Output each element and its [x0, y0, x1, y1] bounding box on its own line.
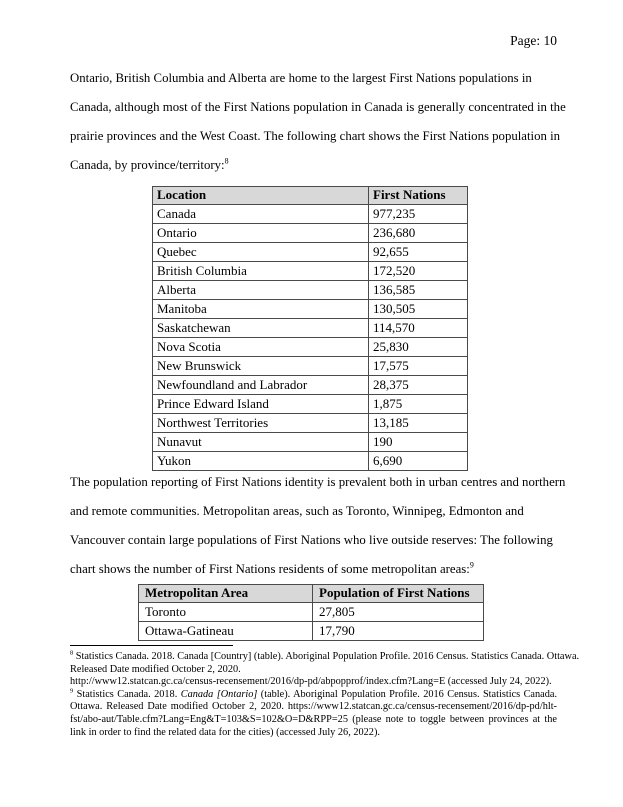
- table-row: [139, 603, 484, 622]
- footnote-line: Released Date modified October 2, 2020.: [70, 663, 241, 675]
- paragraph-line: The population reporting of First Nations identity is prevalent both in urban centres and northern: [70, 475, 566, 489]
- page-number: Page: 10: [510, 33, 557, 48]
- table-cell: 130,505: [369, 300, 468, 319]
- urban-paragraph: [70, 468, 570, 584]
- paragraph-line: Vancouver contain large populations of First Nations who live outside reserves: The following: [70, 533, 553, 547]
- table-row: [139, 622, 484, 641]
- table-row: [153, 395, 468, 414]
- footnote-line: [70, 689, 557, 702]
- footnote-text: Statistics Canada. 2018.: [76, 688, 181, 700]
- table-cell: Northwest Territories: [153, 414, 369, 433]
- table-cell: 977,235: [369, 205, 468, 224]
- table-cell: 92,655: [369, 243, 468, 262]
- table-cell: Quebec: [153, 243, 369, 262]
- paragraph-line: Ontario, British Columbia and Alberta are home to the largest First Nations populations in: [70, 71, 532, 85]
- table-row: [153, 319, 468, 338]
- table-cell: Canada: [153, 205, 369, 224]
- table-body: [139, 603, 484, 641]
- footnote-text: Statistics Canada. 2018. Canada [Country] (table). Aboriginal Population Profile. 2016 Census. Statistics Canada. Ottawa.: [75, 651, 580, 662]
- table-cell: Toronto: [139, 603, 313, 622]
- table-row: [153, 262, 468, 281]
- table-cell: Yukon: [153, 452, 369, 471]
- footnote-line: [70, 649, 580, 664]
- footnote-marker: 8: [70, 649, 74, 657]
- table-row: [153, 338, 468, 357]
- table-header-row: [153, 187, 468, 205]
- table-row: [153, 205, 468, 224]
- table-cell: Alberta: [153, 281, 369, 300]
- table-header-cell: Metropolitan Area: [139, 585, 313, 603]
- table-cell: 25,830: [369, 338, 468, 357]
- footnote-text: (table). Aboriginal Population Profile. 2016 Census. Statistics Canada.: [257, 688, 558, 700]
- intro-paragraph: [70, 64, 570, 180]
- table-row: [153, 243, 468, 262]
- footnote-line: link in order to find the related data for the cities) (accessed July 26, 2022).: [70, 726, 380, 738]
- table-row: [153, 414, 468, 433]
- table-row: [153, 357, 468, 376]
- table-cell: Prince Edward Island: [153, 395, 369, 414]
- table-header-row: [139, 585, 484, 603]
- table-cell: Ottawa-Gatineau: [139, 622, 313, 641]
- table-cell: Saskatchewan: [153, 319, 369, 338]
- footnote-separator: [70, 645, 233, 646]
- table-cell: 27,805: [313, 603, 484, 622]
- table-cell: 6,690: [369, 452, 468, 471]
- paragraph-line: [70, 555, 570, 584]
- paragraph-line: prairie provinces and the West Coast. The following chart shows the First Nations population in: [70, 129, 561, 143]
- footnote-9: [70, 689, 557, 739]
- table-cell: Ontario: [153, 224, 369, 243]
- table-cell: New Brunswick: [153, 357, 369, 376]
- footnote-line: Ottawa. Released Date modified October 2, 2020. https://www12.statcan.gc.ca/census-recensement/2016/dp-pd/hlt-: [70, 701, 557, 713]
- table-cell: 13,185: [369, 414, 468, 433]
- footnote-ref-8: 8: [224, 156, 229, 166]
- table-row: [153, 224, 468, 243]
- table-row: [153, 300, 468, 319]
- table-cell: 136,585: [369, 281, 468, 300]
- footnote-line: fst/abo-aut/Table.cfm?Lang=Eng&T=103&S=102&O=D&RPP=25 (please note to toggle between provinces at the: [70, 713, 557, 725]
- table-cell: 172,520: [369, 262, 468, 281]
- table-body: [153, 205, 468, 471]
- table-cell: 17,790: [313, 622, 484, 641]
- table-row: [153, 433, 468, 452]
- footnotes-section: [70, 649, 580, 739]
- table-cell: Nunavut: [153, 433, 369, 452]
- paragraph-line: Canada, although most of the First Nations population in Canada is generally concentrated in the: [70, 100, 566, 114]
- paragraph-line-text: Canada, by province/territory:: [70, 158, 225, 172]
- paragraph-line: [70, 151, 570, 180]
- paragraph-line: and remote communities. Metropolitan areas, such as Toronto, Winnipeg, Edmonton and: [70, 504, 524, 518]
- table-row: [153, 376, 468, 395]
- table-cell: Manitoba: [153, 300, 369, 319]
- paragraph-line-text: chart shows the number of First Nations residents of some metropolitan areas:: [70, 562, 470, 576]
- footnote-marker: 9: [70, 687, 74, 695]
- table-cell: 190: [369, 433, 468, 452]
- footnote-8: [70, 649, 580, 689]
- table-cell: British Columbia: [153, 262, 369, 281]
- metro-population-table: [138, 584, 484, 641]
- table-cell: 114,570: [369, 319, 468, 338]
- table-cell: Nova Scotia: [153, 338, 369, 357]
- table-header-cell: Population of First Nations: [313, 585, 484, 603]
- footnote-ref-9: 9: [469, 560, 474, 570]
- table-header-cell: First Nations: [369, 187, 468, 205]
- table-cell: 236,680: [369, 224, 468, 243]
- table-cell: 1,875: [369, 395, 468, 414]
- table-cell: 28,375: [369, 376, 468, 395]
- footnote-italic-title: Canada [Ontario]: [180, 688, 258, 700]
- table-row: [153, 281, 468, 300]
- footnote-line: http://www12.statcan.gc.ca/census-recensement/2016/dp-pd/abpopprof/index.cfm?Lang=E (accessed July 24, 2022).: [70, 676, 552, 688]
- table-header-cell: Location: [153, 187, 369, 205]
- table-cell: Newfoundland and Labrador: [153, 376, 369, 395]
- table-cell: 17,575: [369, 357, 468, 376]
- provinces-population-table: [152, 186, 468, 471]
